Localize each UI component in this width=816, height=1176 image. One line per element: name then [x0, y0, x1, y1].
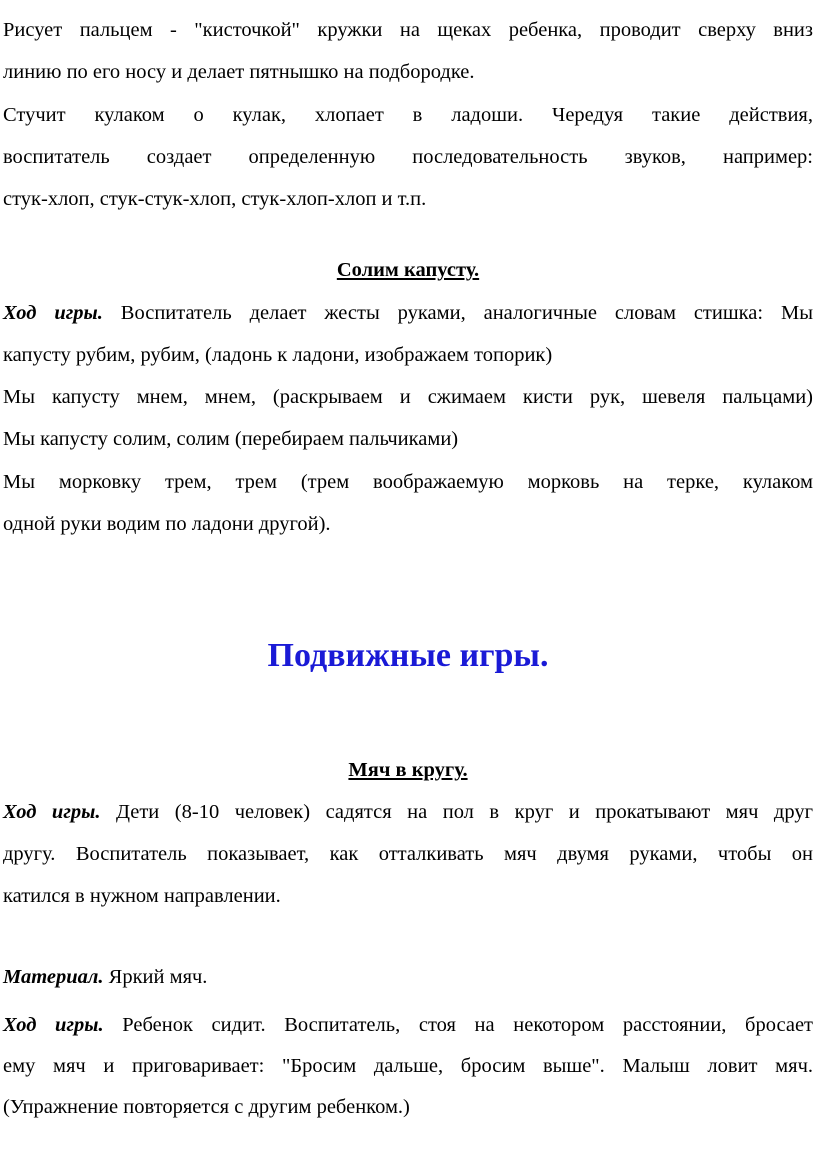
game2-line-1: [3, 799, 813, 825]
game3-material-text: Яркий мяч.: [103, 966, 208, 988]
game2-label: Ход игры.: [3, 801, 101, 823]
game1-label: Ход игры.: [3, 302, 103, 324]
game3-line-1: [3, 1012, 813, 1038]
intro-line-3: Стучит кулаком о кулак, хлопает в ладоши. Чередуя такие действия,: [3, 104, 813, 126]
game2-line-1-text: Дети (8-10 человек) садятся на пол в круг и прокатывают мяч друг: [100, 801, 813, 823]
intro-line-5: стук-хлоп, стук-стук-хлоп, стук-хлоп-хлоп и т.п.: [3, 188, 427, 210]
game1-line-6: одной руки водим по ладони другой).: [3, 513, 331, 535]
game3-line-2: ему мяч и приговаривает: "Бросим дальше, бросим выше". Малыш ловит мяч.: [3, 1055, 813, 1077]
game-title-myach-v-krugu: Мяч в кругу.: [348, 759, 468, 781]
game3-label: Ход игры.: [3, 1014, 104, 1036]
game1-line-2: капусту рубим, рубим, (ладонь к ладони, изображаем топорик): [3, 344, 553, 366]
game1-line-5: Мы морковку трем, трем (трем воображаемую морковь на терке, кулаком: [3, 471, 813, 493]
game2-line-2: другу. Воспитатель показывает, как отталкивать мяч двумя руками, чтобы он: [3, 843, 813, 865]
game1-line-1-text: Воспитатель делает жесты руками, аналогичные словам стишка: Мы: [102, 302, 813, 324]
game3-line-1-text: Ребенок сидит. Воспитатель, стоя на некотором расстоянии, бросает: [103, 1014, 814, 1036]
game3-material-label: Материал.: [3, 966, 104, 988]
game1-line-3: Мы капусту мнем, мнем, (раскрываем и сжимаем кисти рук, шевеля пальцами): [3, 386, 813, 408]
game1-line-4: Мы капусту солим, солим (перебираем пальчиками): [3, 428, 459, 450]
intro-line-1: Рисует пальцем - "кисточкой" кружки на щеках ребенка, проводит сверху вниз: [3, 19, 813, 41]
intro-line-2: линию по его носу и делает пятнышко на подбородке.: [3, 61, 475, 83]
game3-line-3: (Упражнение повторяется с другим ребенком.): [3, 1096, 410, 1118]
game3-material-line: [3, 964, 813, 990]
game2-line-3: катился в нужном направлении.: [3, 885, 281, 907]
intro-line-4: воспитатель создает определенную последовательность звуков, например:: [3, 146, 813, 168]
section-title-podvizhnye-igry: Подвижные игры.: [267, 637, 549, 674]
game1-line-1: [3, 300, 813, 326]
game-title-solim-kapustu: Солим капусту.: [336, 259, 480, 281]
